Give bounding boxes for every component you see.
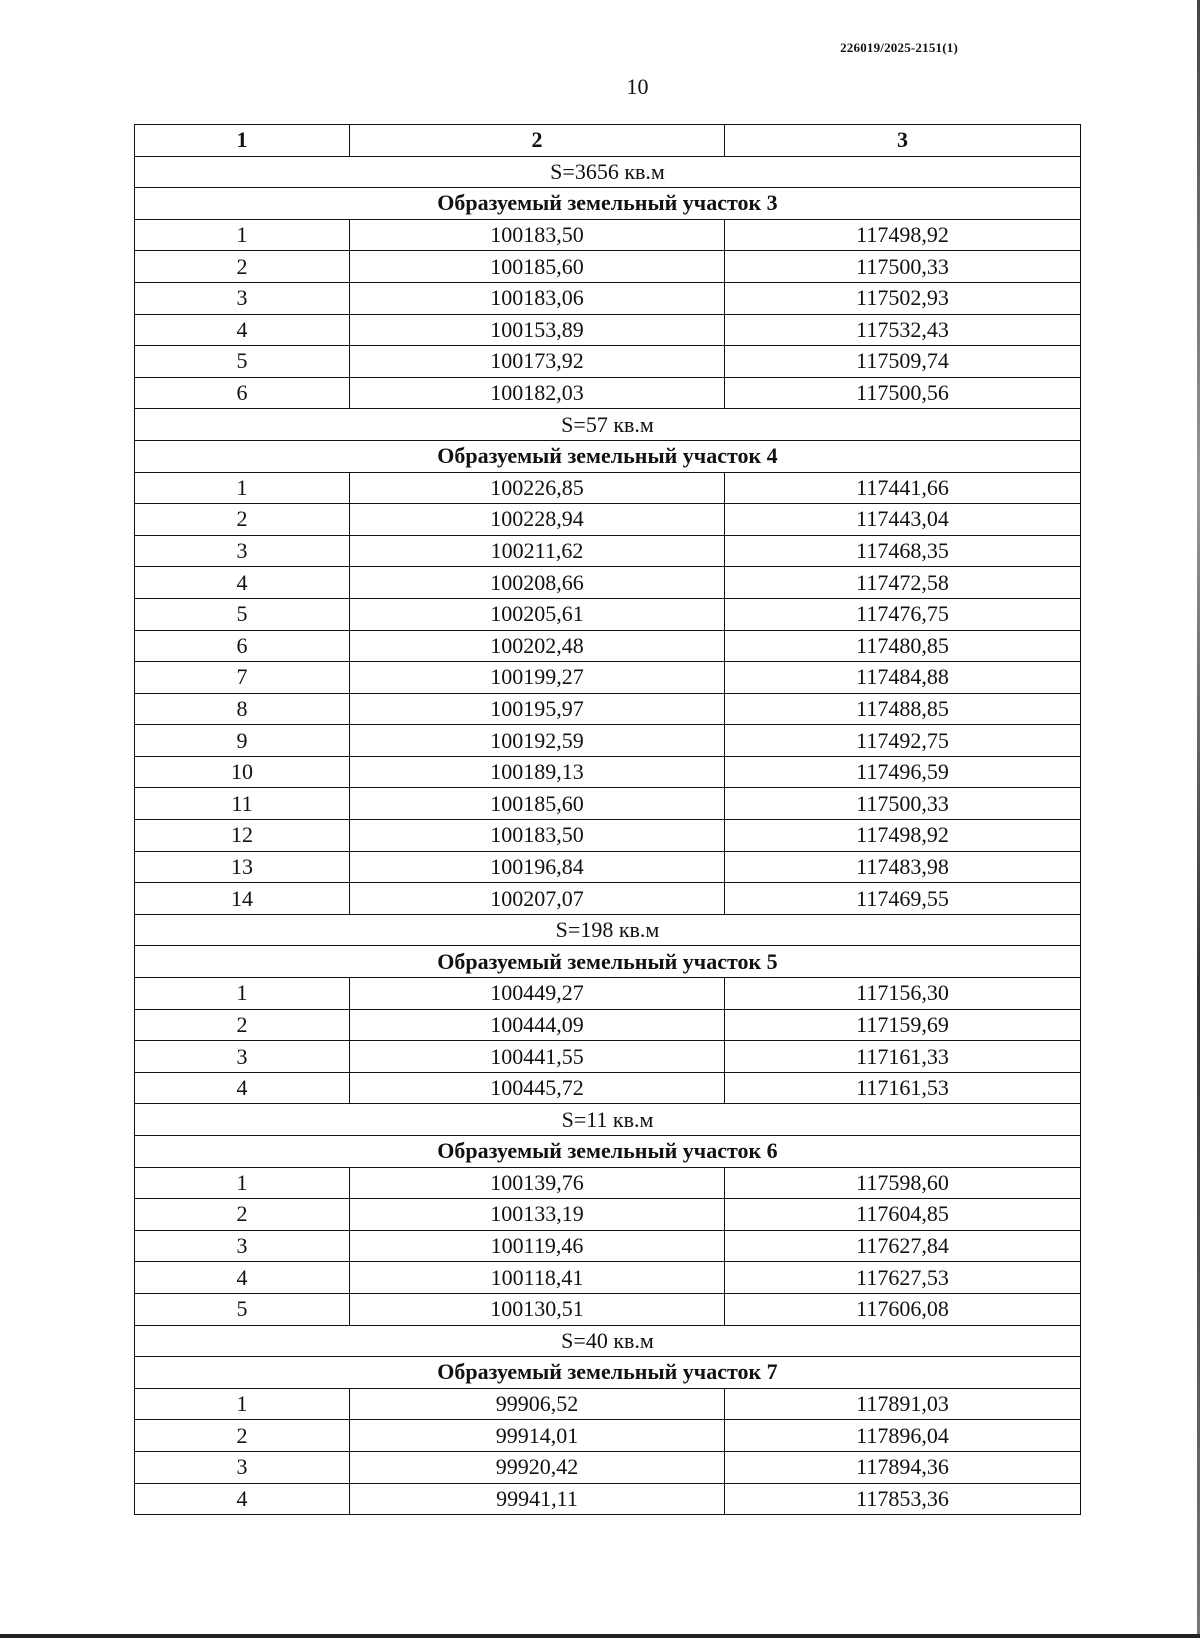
coordinate-x: 99920,42 <box>350 1451 725 1483</box>
section-title-row <box>135 946 1081 978</box>
table-row <box>135 1072 1081 1104</box>
coordinate-y: 117484,88 <box>725 662 1081 694</box>
point-number: 2 <box>135 1420 350 1452</box>
table-row <box>135 282 1081 314</box>
point-number: 10 <box>135 756 350 788</box>
table-body <box>135 156 1081 1515</box>
point-number: 5 <box>135 346 350 378</box>
table-row <box>135 1420 1081 1452</box>
coordinate-x: 99914,01 <box>350 1420 725 1452</box>
page-number: 10 <box>626 74 649 99</box>
document-id: 226019/2025-2151(1) <box>840 40 958 55</box>
parcel-title: Образуемый земельный участок 7 <box>135 1357 1081 1389</box>
table-row <box>135 630 1081 662</box>
table-row <box>135 504 1081 536</box>
coordinate-x: 100211,62 <box>350 535 725 567</box>
coordinate-x: 100449,27 <box>350 978 725 1010</box>
coordinate-x: 99941,11 <box>350 1483 725 1515</box>
coordinate-y: 117500,33 <box>725 788 1081 820</box>
table-row <box>135 598 1081 630</box>
point-number: 9 <box>135 725 350 757</box>
point-number: 14 <box>135 883 350 915</box>
coordinate-y: 117441,66 <box>725 472 1081 504</box>
table-row <box>135 251 1081 283</box>
point-number: 2 <box>135 1199 350 1231</box>
coordinate-x: 100196,84 <box>350 851 725 883</box>
point-number: 2 <box>135 251 350 283</box>
point-number: 3 <box>135 1041 350 1073</box>
table-row <box>135 1388 1081 1420</box>
coordinate-y: 117853,36 <box>725 1483 1081 1515</box>
coordinate-y: 117476,75 <box>725 598 1081 630</box>
coordinate-x: 100185,60 <box>350 251 725 283</box>
scan-edge-bottom <box>0 1634 1200 1638</box>
coordinate-x: 100185,60 <box>350 788 725 820</box>
table-row <box>135 978 1081 1010</box>
coordinate-y: 117502,93 <box>725 282 1081 314</box>
table-row <box>135 1293 1081 1325</box>
coordinate-y: 117498,92 <box>725 219 1081 251</box>
point-number: 3 <box>135 1230 350 1262</box>
point-number: 12 <box>135 820 350 852</box>
parcel-area: S=3656 кв.м <box>135 156 1081 188</box>
table-row <box>135 788 1081 820</box>
coordinate-x: 100444,09 <box>350 1009 725 1041</box>
coordinate-y: 117604,85 <box>725 1199 1081 1231</box>
area-row <box>135 1104 1081 1136</box>
section-title-row <box>135 440 1081 472</box>
coordinate-x: 100192,59 <box>350 725 725 757</box>
parcel-area: S=40 кв.м <box>135 1325 1081 1357</box>
coordinate-x: 100118,41 <box>350 1262 725 1294</box>
parcel-area: S=11 кв.м <box>135 1104 1081 1136</box>
table-row <box>135 756 1081 788</box>
table-row <box>135 472 1081 504</box>
parcel-area: S=198 кв.м <box>135 914 1081 946</box>
coordinate-x: 100195,97 <box>350 693 725 725</box>
parcel-title: Образуемый земельный участок 3 <box>135 188 1081 220</box>
coordinate-y: 117498,92 <box>725 820 1081 852</box>
table-row <box>135 1167 1081 1199</box>
point-number: 1 <box>135 219 350 251</box>
point-number: 6 <box>135 377 350 409</box>
table-row <box>135 219 1081 251</box>
coordinate-x: 100183,50 <box>350 820 725 852</box>
table-row <box>135 1483 1081 1515</box>
coordinate-y: 117472,58 <box>725 567 1081 599</box>
point-number: 5 <box>135 598 350 630</box>
coordinate-y: 117468,35 <box>725 535 1081 567</box>
coordinate-y: 117532,43 <box>725 314 1081 346</box>
coordinate-x: 100119,46 <box>350 1230 725 1262</box>
coordinate-y: 117598,60 <box>725 1167 1081 1199</box>
point-number: 3 <box>135 1451 350 1483</box>
coordinate-x: 100207,07 <box>350 883 725 915</box>
column-header: 3 <box>725 125 1081 157</box>
table-row <box>135 346 1081 378</box>
coordinate-x: 100199,27 <box>350 662 725 694</box>
coordinate-y: 117161,33 <box>725 1041 1081 1073</box>
table-row <box>135 1041 1081 1073</box>
table-row <box>135 851 1081 883</box>
point-number: 1 <box>135 472 350 504</box>
coordinate-y: 117627,84 <box>725 1230 1081 1262</box>
coordinate-x: 100208,66 <box>350 567 725 599</box>
area-row <box>135 1325 1081 1357</box>
section-title-row <box>135 1136 1081 1168</box>
coordinate-x: 100153,89 <box>350 314 725 346</box>
coordinate-y: 117469,55 <box>725 883 1081 915</box>
table-row <box>135 1451 1081 1483</box>
coordinate-y: 117488,85 <box>725 693 1081 725</box>
point-number: 4 <box>135 1072 350 1104</box>
coordinate-x: 100130,51 <box>350 1293 725 1325</box>
table-row <box>135 662 1081 694</box>
coordinate-y: 117891,03 <box>725 1388 1081 1420</box>
coordinate-x: 100173,92 <box>350 346 725 378</box>
section-title-row <box>135 188 1081 220</box>
table-row <box>135 1009 1081 1041</box>
point-number: 2 <box>135 504 350 536</box>
point-number: 11 <box>135 788 350 820</box>
table-row <box>135 725 1081 757</box>
coordinate-x: 100182,03 <box>350 377 725 409</box>
coordinate-y: 117492,75 <box>725 725 1081 757</box>
coordinate-x: 100226,85 <box>350 472 725 504</box>
parcel-area: S=57 кв.м <box>135 409 1081 441</box>
point-number: 4 <box>135 1483 350 1515</box>
section-title-row <box>135 1357 1081 1389</box>
coordinate-y: 117894,36 <box>725 1451 1081 1483</box>
coordinate-x: 100228,94 <box>350 504 725 536</box>
coordinate-y: 117159,69 <box>725 1009 1081 1041</box>
point-number: 1 <box>135 978 350 1010</box>
table-row <box>135 314 1081 346</box>
parcel-title: Образуемый земельный участок 6 <box>135 1136 1081 1168</box>
table-header-row <box>135 125 1081 157</box>
column-header: 2 <box>350 125 725 157</box>
table-row <box>135 567 1081 599</box>
coordinate-x: 100139,76 <box>350 1167 725 1199</box>
table-row <box>135 377 1081 409</box>
table-row <box>135 1262 1081 1294</box>
area-row <box>135 156 1081 188</box>
coordinate-y: 117896,04 <box>725 1420 1081 1452</box>
coordinate-y: 117500,56 <box>725 377 1081 409</box>
table-row <box>135 535 1081 567</box>
coordinate-x: 100202,48 <box>350 630 725 662</box>
coordinate-y: 117500,33 <box>725 251 1081 283</box>
coordinate-y: 117627,53 <box>725 1262 1081 1294</box>
coordinate-x: 100445,72 <box>350 1072 725 1104</box>
coordinate-x: 100133,19 <box>350 1199 725 1231</box>
coordinate-x: 99906,52 <box>350 1388 725 1420</box>
coordinate-y: 117509,74 <box>725 346 1081 378</box>
point-number: 1 <box>135 1167 350 1199</box>
table-row <box>135 883 1081 915</box>
point-number: 8 <box>135 693 350 725</box>
point-number: 3 <box>135 282 350 314</box>
area-row <box>135 409 1081 441</box>
parcel-title: Образуемый земельный участок 5 <box>135 946 1081 978</box>
area-row <box>135 914 1081 946</box>
point-number: 4 <box>135 567 350 599</box>
point-number: 1 <box>135 1388 350 1420</box>
table-row <box>135 1199 1081 1231</box>
coordinate-x: 100189,13 <box>350 756 725 788</box>
coordinate-y: 117161,53 <box>725 1072 1081 1104</box>
coordinate-y: 117496,59 <box>725 756 1081 788</box>
parcel-title: Образуемый земельный участок 4 <box>135 440 1081 472</box>
table-row <box>135 693 1081 725</box>
table-row <box>135 1230 1081 1262</box>
point-number: 4 <box>135 1262 350 1294</box>
coordinate-x: 100205,61 <box>350 598 725 630</box>
point-number: 7 <box>135 662 350 694</box>
coordinate-x: 100183,06 <box>350 282 725 314</box>
coordinate-y: 117483,98 <box>725 851 1081 883</box>
coordinate-x: 100441,55 <box>350 1041 725 1073</box>
column-header: 1 <box>135 125 350 157</box>
coordinates-table <box>134 124 1081 1515</box>
point-number: 4 <box>135 314 350 346</box>
point-number: 2 <box>135 1009 350 1041</box>
point-number: 5 <box>135 1293 350 1325</box>
coordinate-y: 117443,04 <box>725 504 1081 536</box>
coordinate-x: 100183,50 <box>350 219 725 251</box>
point-number: 6 <box>135 630 350 662</box>
coordinate-y: 117156,30 <box>725 978 1081 1010</box>
point-number: 3 <box>135 535 350 567</box>
coordinate-y: 117606,08 <box>725 1293 1081 1325</box>
table-row <box>135 820 1081 852</box>
point-number: 13 <box>135 851 350 883</box>
coordinate-y: 117480,85 <box>725 630 1081 662</box>
